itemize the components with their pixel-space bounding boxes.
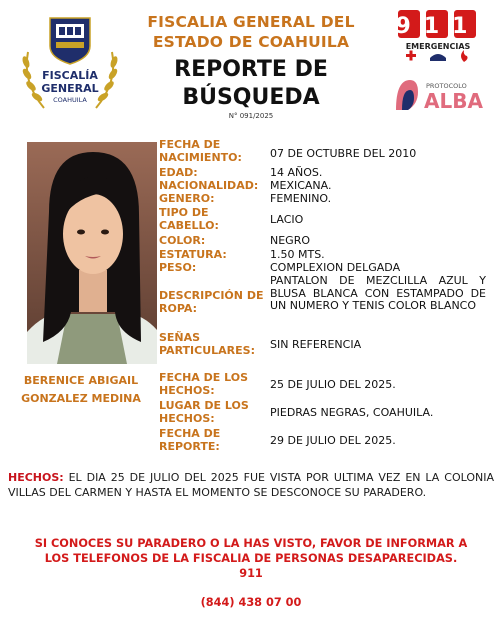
estatura-label: ESTATURA: xyxy=(159,248,227,261)
fire-icon xyxy=(461,50,468,62)
protocolo-alba-logo xyxy=(392,74,488,114)
label-line: NACIMIENTO: xyxy=(159,150,242,164)
fecha-reporte-value: 29 DE JULIO DEL 2025. xyxy=(270,434,396,447)
logo-text-2: GENERAL xyxy=(41,82,99,95)
agency-name xyxy=(140,12,362,52)
color-label: COLOR: xyxy=(159,234,206,247)
senas-value: SIN REFERENCIA xyxy=(270,338,362,351)
label-line: ROPA: xyxy=(159,301,197,315)
fecha-hechos-label xyxy=(159,372,269,397)
fecha-reporte-label xyxy=(159,428,269,453)
nacionalidad-label: NACIONALIDAD: xyxy=(159,179,259,192)
label-line: TIPO DE xyxy=(159,206,209,219)
genero-value: FEMENINO. xyxy=(270,192,332,205)
peso-label: PESO: xyxy=(159,261,197,274)
appeal-line-2: LOS TELEFONOS DE LA FISCALIA DE PERSONAS DESAPARECIDAS. xyxy=(44,552,458,565)
label-line: HECHOS: xyxy=(159,383,215,397)
shield-crest-icon xyxy=(14,12,126,122)
label-line: DESCRIPCIÓN DE xyxy=(159,289,264,302)
hechos-key: HECHOS: xyxy=(8,471,64,484)
emergencias-911-logo xyxy=(396,8,480,66)
logo-text-1: FISCALÍA xyxy=(42,69,98,82)
alba-big-text: ALBA xyxy=(424,89,483,113)
title-line-1: REPORTE DE xyxy=(174,57,328,82)
person-name xyxy=(6,372,156,408)
agency-line-1: FISCALIA GENERAL DEL xyxy=(147,13,355,31)
fecha-nacimiento-label xyxy=(159,139,269,164)
tipo-cabello-value: LACIO xyxy=(270,213,304,226)
lugar-hechos-value: PIEDRAS NEGRAS, COAHUILA. xyxy=(270,406,434,419)
agency-line-2: ESTADO DE COAHUILA xyxy=(152,33,350,51)
title-line-2: BÚSQUEDA xyxy=(182,85,320,110)
label-line: CABELLO: xyxy=(159,218,219,232)
genero-label: GENERO: xyxy=(159,192,215,205)
fiscalia-logo xyxy=(14,12,126,122)
label-line: PARTICULARES: xyxy=(159,343,255,357)
fecha-hechos-value: 25 DE JULIO DEL 2025. xyxy=(270,378,396,391)
label-line: FECHA DE xyxy=(159,427,221,440)
person-name-line-2: GONZALEZ MEDINA xyxy=(21,392,141,405)
person-name-line-1: BERENICE ABIGAIL xyxy=(23,374,139,387)
label-line: HECHOS: xyxy=(159,411,215,425)
appeal-message xyxy=(8,536,494,581)
edad-value: 14 AÑOS. xyxy=(270,166,323,179)
appeal-line-1: SI CONOCES SU PARADERO O LA HAS VISTO, FAVOR DE INFORMAR A xyxy=(34,537,468,550)
label-line: REPORTE: xyxy=(159,439,220,453)
ropa-value: PANTALON DE MEZCLILLA AZUL Y BLUSA BLANCA CON ESTAMPADO DE UN NUMERO Y TENIS COLOR BLANCO xyxy=(270,274,486,312)
page-title xyxy=(140,56,362,112)
edad-label: EDAD: xyxy=(159,166,198,179)
senas-label xyxy=(159,332,269,357)
alba-small-text: PROTOCOLO xyxy=(426,82,467,90)
folio-number: N° 091/2025 xyxy=(228,112,274,120)
label-line: FECHA DE xyxy=(159,138,221,151)
person-photo xyxy=(27,142,157,364)
label-line: SEÑAS xyxy=(159,331,201,344)
logo-text-3: COAHUILA xyxy=(53,96,87,104)
911-subtitle: EMERGENCIAS xyxy=(405,42,471,51)
lugar-hechos-label xyxy=(159,400,269,425)
ropa-label xyxy=(159,290,269,315)
nacionalidad-value: MEXICANA. xyxy=(270,179,332,192)
label-line: FECHA DE LOS xyxy=(159,371,249,384)
fecha-nacimiento-value: 07 DE OCTUBRE DEL 2010 xyxy=(270,147,417,160)
estatura-value: 1.50 MTS. xyxy=(270,248,325,261)
police-cap-icon xyxy=(430,54,446,61)
tipo-cabello-label xyxy=(159,207,269,232)
label-line: LUGAR DE LOS xyxy=(159,399,249,412)
911-digits: 911 xyxy=(396,14,480,39)
color-value: NEGRO xyxy=(270,234,311,247)
hechos-text: EL DIA 25 DE JULIO DEL 2025 FUE VISTA POR ULTIMA VEZ EN LA COLONIA VILLAS DEL CARMEN Y HASTA EL MOMENTO SE DESCONOCE SU PARADERO. xyxy=(8,471,494,499)
appeal-line-3: 911 xyxy=(239,567,263,580)
hechos-paragraph xyxy=(8,470,494,500)
medical-cross-icon xyxy=(406,51,416,61)
alba-symbol-icon xyxy=(396,80,418,110)
peso-value: COMPLEXION DELGADA xyxy=(270,261,401,274)
contact-phone: (844) 438 07 00 xyxy=(200,596,302,609)
